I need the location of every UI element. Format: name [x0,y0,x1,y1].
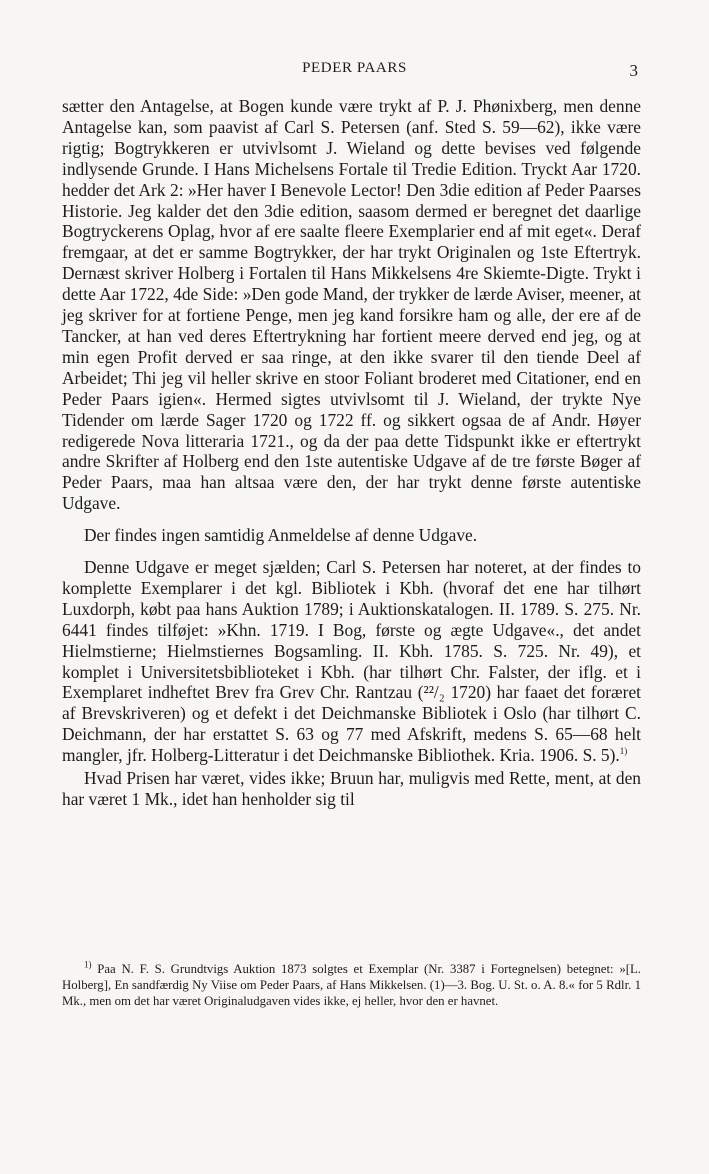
paragraph [62,557,641,766]
page-header [0,58,709,82]
body-text [62,96,641,810]
page-number: 3 [629,61,638,80]
paragraph: Hvad Prisen har været, vides ikke; Bruun har, muligvis med Rette, ment, at den har været 1 Mk., idet han henholder sig til [62,768,641,809]
footnote-mark: 1) [84,959,92,970]
paragraph: sætter den Antagelse, at Bogen kunde være trykt af P. J. Phønixberg, men denne Antagelse kan, som paavist af Carl S. Petersen (anf. Sted S. 59—62), ikke være rigtig; Bogtrykkeren er utvivlsomt J. Wieland og dette bevises ved følgende indlysende Grunde. I Hans Michelsens Fortale til Tredie Edition. Tryckt Aar 1720. hedder det Ark 2: »Her haver I Benevole Lector! Den 3die edition af Peder Paarses Historie. Jeg kalder det den 3die edition, saasom dermed er beregnet det daarlige Bogtryckerens Oplag, hvor af ere saalte fleere Exemplarier end af mit eget«. Deraf fremgaar, at det er samme Bogtrykker, der har trykt Originalen og 1ste Eftertryk. Dernæst skriver Holberg i Fortalen til Hans Mikkelsens 4re Skiemte-Digte. Trykt i dette Aar 1722, 4de Side: »Den gode Mand, der trykker de lærde Aviser, meener, at jeg skriver for at fortiene Penge, men jeg kand forsikre ham og alle, der ere af de Tancker, at han ved deres Eftertrykning har fortient meere derved end jeg, og at min egen Profit derved er saa ringe, at den ikke svarer til den tiende Deel af Arbeidet; Thi jeg vil heller skrive en stoor Foliant broderet med Citationer, end en Peder Paars igien«. Hermed sigtes utvivlsomt til J. Wieland, der trykte Nye Tidender om lærde Sager 1720 og 1722 ff. og sikkert ogsaa de af Andr. Høyer redigerede Nova litteraria 1721., og da der paa dette Tidspunkt ikke er eftertrykt andre Skrifter af Holberg end den 1ste autentiske Udgave af de tre første Bøger af Peder Paars, maa han altsaa være den, der har trykt denne første autentiske Udgave. [62,96,641,514]
running-title: PEDER PAARS [302,60,407,76]
footnote [62,959,641,1009]
footnote-text: Paa N. F. S. Grundtvigs Auktion 1873 solgtes et Exemplar (Nr. 3387 i Fortegnelsen) betegnet: »[L. Holberg], En sandfærdig Ny Viise om Peder Paars, af Hans Mikkelsen. (1)—3. Bog. U. St. o. A. 8.« for 5 Rdlr. 1 Mk., men om det har været Originaludgaven vides ikke, ej heller, hvor den er havnet. [62,962,641,1008]
footnotes [62,959,641,1009]
paragraph: Der findes ingen samtidig Anmeldelse af denne Udgave. [84,525,478,546]
paragraph-text: Denne Udgave er meget sjælden; Carl S. Petersen har noteret, at der findes to komplette Exemplarer i det kgl. Bibliotek i Kbh. (hvoraf det ene har tilhørt Luxdorph, købt paa hans Auktion 1789; i Auktionskatalogen. II. 1789. S. 275. Nr. 6441 findes tilføjet: »Khn. 1719. I Bog, første og ægte Udgave«., det andet Hielmstierne; Hielmstiernes Bogsamling. II. Kbh. 1785. S. 725. Nr. 49), et komplet i Universitetsbiblioteket i Kbh. (har tilhørt Chr. Falster, der iflg. et i Exemplaret indheftet Brev fra Grev Chr. Rantzau (²²/₂ 1720) har faaet det foræret af Brevskriveren) og et defekt i det Deichmanske Bibliotek i Oslo (har tilhørt C. Deichmann, der har erstattet S. 63 og 77 med Afskrift, medens S. 65—68 helt mangler, jfr. Holberg-Litteratur i det Deichmanske Bibliothek. Kria. 1906. S. 5). [62,557,641,766]
footnote-reference[interactable]: 1) [619,746,628,757]
